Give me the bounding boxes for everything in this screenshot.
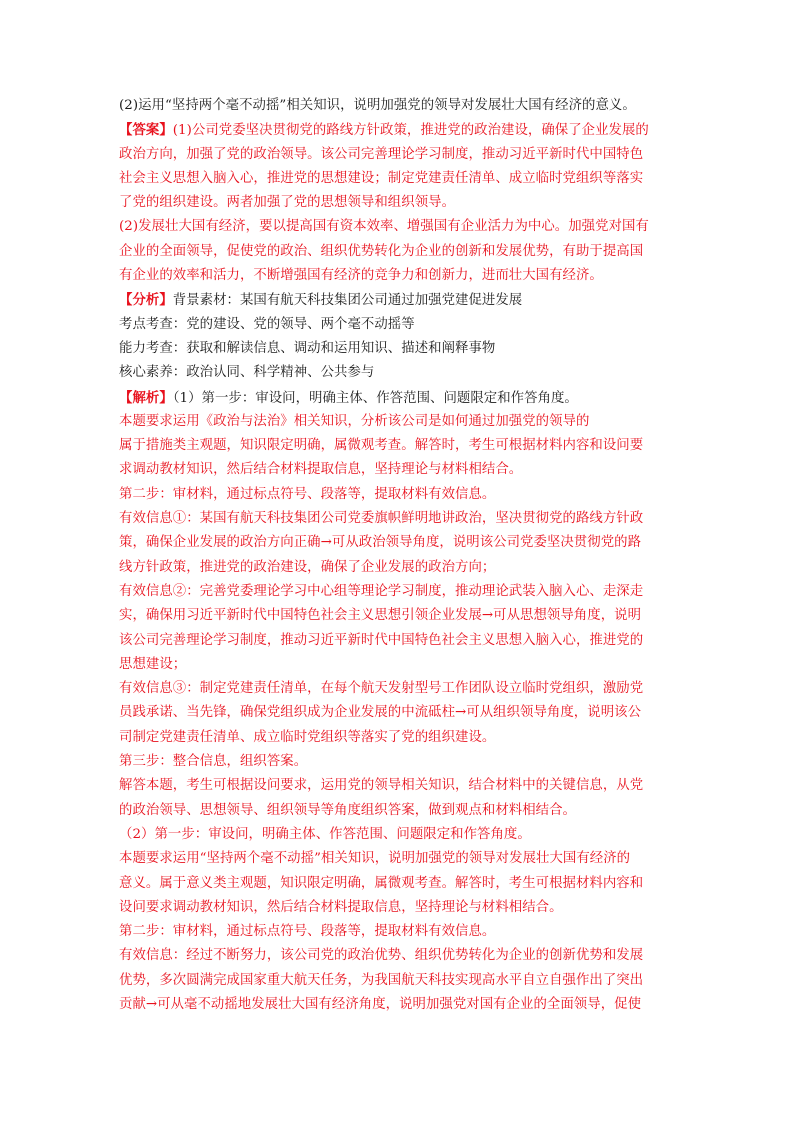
analysis-line-3: 核心素养：政治认同、科学精神、公共参与 [119,365,375,381]
explain-line: 该公司完善理论学习制度，推动习近平新时代中国特色社会主义思想入脑入心，推进党的 [119,632,644,648]
explain-line: 的政治领导、思想领导、组织领导等角度组织答案，做到观点和材料相结合。 [119,802,576,818]
explain-line: 员践承诺、当先锋，确保党组织成为企业发展的中流砥柱→可从组织领导角度，说明该公 [119,705,642,721]
explain-line: 实，确保用习近平新时代中国特色社会主义思想引领企业发展→可从思想领导角度，说明 [119,608,642,624]
explain-line: 第三步：整合信息，组织答案。 [119,754,308,770]
explain-text: （1）第一步：审设问，明确主体、作答范围、问题限定和作答角度。 [172,390,578,406]
answer-tag: 【答案】 [119,122,173,139]
analysis-text: 背景素材：某国有航天科技集团公司通过加强党建促进发展 [172,293,523,309]
explain-line: 第二步：审材料，通过标点符号、段落等，提取材料有效信息。 [119,486,496,502]
question-text: (2)运用“坚持两个毫不动摇”相关知识，说明加强党的领导对发展壮大国有经济的意义。 [119,98,636,113]
explain-line: 本题要求运用《政治与法治》相关知识，分析该公司是如何通过加强党的领导的 [119,413,590,429]
answer-line-4: (2)发展壮大国有经济，要以提高国有资本效率、增强国有企业活力为中心。加强党对国有 [119,219,649,235]
explain-tag: 【解析】 [119,389,173,406]
explain-line: 求调动教材知识，然后结合材料提取信息，坚持理论与材料相结合。 [119,462,523,478]
analysis-line-2: 能力考查：获取和解读信息、调动和运用知识、描述和阐释事物 [119,340,496,356]
explain-line: 思想建设； [119,656,187,672]
explain-line: 有效信息①：某国有航天科技集团公司党委旗帜鲜明地讲政治，坚决贯彻党的路线方针政 [119,511,644,527]
analysis-tag: 【分析】 [119,292,173,309]
document-body [119,94,681,1017]
explain-line-0 [119,386,681,410]
explain-line: 意义。属于意义类主观题，知识限定明确，属微观考查。解答时，考生可根据材料内容和 [119,875,644,891]
explain-line: 第二步：审材料，通过标点符号、段落等，提取材料有效信息。 [119,924,496,940]
answer-line-5: 企业的全面领导，促使党的政治、组织优势转化为企业的创新和发展优势，有助于提高国 [119,243,644,259]
analysis-line-1: 考点考查：党的建设、党的领导、两个毫不动摇等 [119,316,415,332]
explain-line: 策，确保企业发展的政治方向正确→可从政治领导角度，说明该公司党委坚决贯彻党的路 [119,535,642,551]
explain-line: 本题要求运用“坚持两个毫不动摇”相关知识，说明加强党的领导对发展壮大国有经济的 [119,851,631,867]
explain-line: 司制定党建责任清单、成立临时党组织等落实了党的组织建设。 [119,729,496,745]
analysis-line-0 [119,288,681,312]
answer-line-2: 社会主义思想入脑入心，推进党的思想建设；制定党建责任清单、成立临时党组织等落实 [119,170,644,186]
answer-text: (1)公司党委坚决贯彻党的路线方针政策，推进党的政治建设，确保了企业发展的 [172,123,649,139]
answer-line-6: 有企业的效率和活力，不断增强国有经济的竞争力和创新力，进而壮大国有经济。 [119,268,603,284]
answer-line-1: 政治方向，加强了党的政治领导。该公司完善理论学习制度，推动习近平新时代中国特色 [119,146,644,162]
answer-line-3: 了党的组织建设。两者加强了党的思想领导和组织领导。 [119,195,456,211]
explain-line: 贡献→可从毫不动摇地发展壮大国有经济角度，说明加强党对国有企业的全面领导，促使 [119,996,642,1012]
explain-line: 线方针政策，推进党的政治建设，确保了企业发展的政治方向； [119,559,496,575]
explain-line: 有效信息：经过不断努力，该公司党的政治优势、组织优势转化为企业的创新优势和发展 [119,948,644,964]
explain-line: 有效信息③：制定党建责任清单，在每个航天发射型号工作团队设立临时党组织，激励党 [119,681,644,697]
explain-line: 解答本题，考生可根据设问要求，运用党的领导相关知识，结合材料中的关键信息，从党 [119,778,644,794]
explain-line: 属于措施类主观题，知识限定明确，属微观考查。解答时，考生可根据材料内容和设问要 [119,438,644,454]
answer-line-0 [119,118,681,142]
explain-line: 有效信息②：完善党委理论学习中心组等理论学习制度，推动理论武装入脑入心、走深走 [119,583,644,599]
explain-line: （2）第一步：审设问，明确主体、作答范围、问题限定和作答角度。 [119,826,531,842]
explain-line: 优势，多次圆满完成国家重大航天任务，为我国航天科技实现高水平自立自强作出了突出 [119,972,644,988]
explain-line: 设问要求调动教材知识，然后结合材料提取信息，坚持理论与材料相结合。 [119,899,563,915]
